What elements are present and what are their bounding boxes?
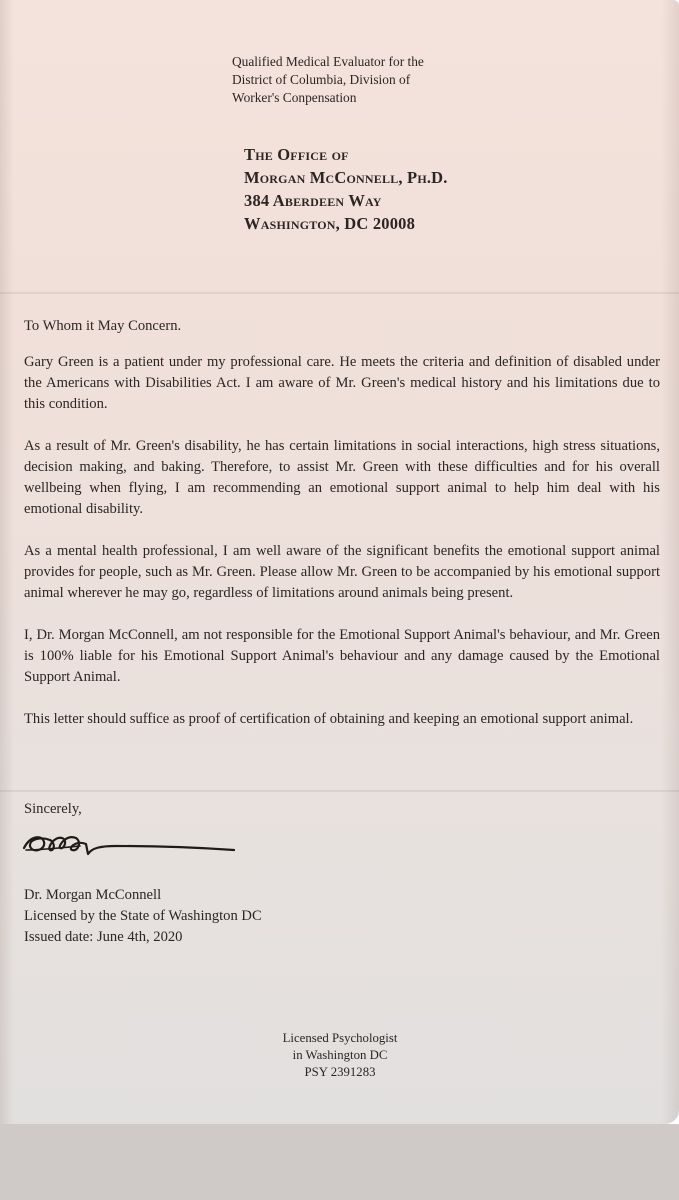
paper-shadow-right [661, 0, 679, 1124]
issued-date: Issued date: June 4th, 2020 [24, 929, 183, 945]
paper-shadow-left [0, 0, 14, 1124]
paper-fold-line [0, 292, 679, 294]
letter-body [24, 316, 660, 751]
paragraph: This letter should suffice as proof of certification of obtaining and keeping an emotional support animal. [24, 711, 634, 727]
qme-line: Worker's Conpensation [232, 90, 357, 105]
office-line: The Office of [244, 145, 349, 164]
office-line: Morgan McConnell, Ph.D. [244, 168, 448, 187]
signer-name: Dr. Morgan McConnell [24, 887, 162, 903]
paragraph: As a mental health professional, I am well aware of the significant benefits the emotional support animal provides for people, such as Mr. Green. Please allow Mr. Green to be accompanied by his emotional support animal wherever he may go, regardless of limitations around animals being present. [24, 543, 660, 601]
handwritten-signature [20, 826, 240, 862]
qme-header [232, 53, 472, 107]
paper-fold-line [0, 790, 679, 792]
office-line: Washington, DC 20008 [244, 214, 416, 233]
footer-credentials [220, 1030, 460, 1081]
salutation: To Whom it May Concern. [24, 318, 182, 334]
office-line: 384 Aberdeen Way [244, 191, 382, 210]
paragraph: I, Dr. Morgan McConnell, am not responsible for the Emotional Support Animal's behaviour, and Mr. Green is 100% liable for his Emotional Support Animal's behaviour and any damage caused by the Emotional Support Animal. [24, 627, 660, 685]
footer-line: Licensed Psychologist [282, 1031, 398, 1045]
footer-line: in Washington DC [292, 1048, 388, 1062]
qme-line: District of Columbia, Division of [232, 72, 411, 87]
office-address [244, 143, 504, 235]
signature-block [24, 885, 262, 948]
qme-line: Qualified Medical Evaluator for the [232, 54, 424, 69]
closing: Sincerely, [24, 801, 82, 817]
footer-line: PSY 2391283 [304, 1065, 376, 1079]
paragraph: Gary Green is a patient under my professional care. He meets the criteria and definition of disabled under the Americans with Disabilities Act. I am aware of Mr. Green's medical history and his limitations due to this condition. [24, 354, 660, 412]
license-line: Licensed by the State of Washington DC [24, 908, 262, 924]
background-surface [0, 1124, 679, 1200]
paragraph: As a result of Mr. Green's disability, he has certain limitations in social interactions, high stress situations, decision making, and baking. Therefore, to assist Mr. Green with these difficulties and for his overall wellbeing when flying, I am recommending an emotional support animal to help him deal with his emotional disability. [24, 438, 660, 517]
